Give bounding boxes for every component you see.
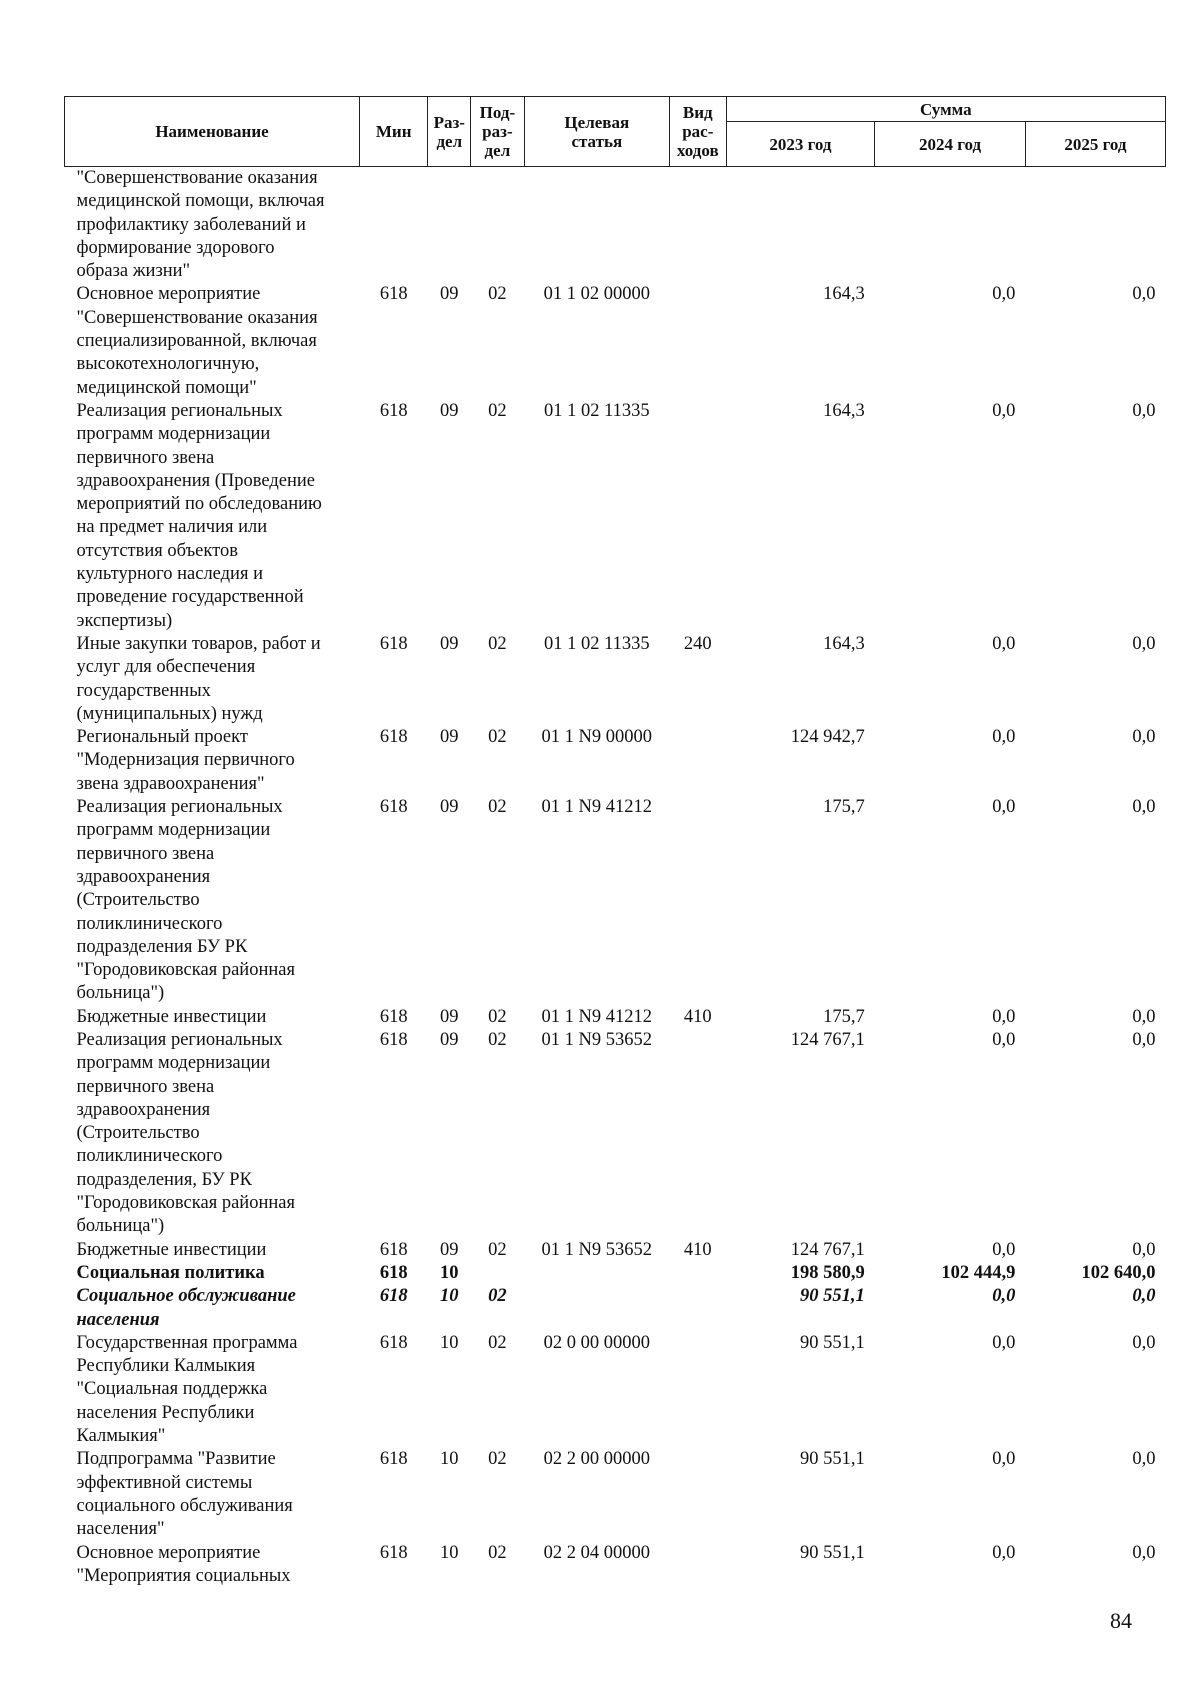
row-sum-2024: 0,0 — [992, 1449, 1016, 1470]
row-podrazdel — [471, 1262, 524, 1285]
row-target — [524, 1285, 669, 1332]
row-sum-2025: 0,0 — [1132, 1006, 1156, 1027]
row-name: Реализация региональных программ модернизации первичного звена здравоохранения (Проведение мероприятий по обследованию на предмет наличия или отсутствия объектов культурного наследия и проведение государственной экспертизы) — [76, 400, 322, 631]
row-name: Реализация региональных программ модернизации первичного звена здравоохранения (Строительство поликлинического подразделения, БУ РК "Городовиковская районная больница") — [76, 1029, 295, 1237]
row-vid — [669, 1542, 726, 1589]
row-sum-2024: 0,0 — [992, 633, 1016, 654]
header-2025: 2025 год — [1025, 122, 1165, 167]
row-sum-2023: 90 551,1 — [799, 1542, 865, 1563]
row-min: 618 — [379, 1542, 408, 1563]
header-name: Наименование — [65, 97, 360, 167]
row-name: Бюджетные инвестиции — [76, 1006, 267, 1027]
table-row — [65, 1448, 1166, 1541]
row-target: 01 1 02 11335 — [543, 400, 650, 421]
row-target: 01 1 N9 53652 — [541, 1029, 653, 1050]
header-target: Целевая статья — [524, 97, 669, 167]
row-razdel: 10 — [440, 1262, 459, 1283]
table-row — [65, 1542, 1166, 1589]
table-row — [65, 400, 1166, 633]
row-sum-2025 — [1025, 167, 1165, 284]
row-sum-2024: 0,0 — [992, 1542, 1016, 1563]
row-min: 618 — [379, 633, 408, 654]
row-vid — [669, 400, 726, 633]
row-podrazdel: 02 — [488, 1449, 507, 1470]
header-summa: Сумма — [726, 97, 1165, 122]
row-razdel: 09 — [440, 1029, 459, 1050]
row-target: 01 1 N9 41212 — [541, 797, 653, 818]
row-sum-2023: 90 551,1 — [799, 1332, 865, 1353]
row-sum-2024: 0,0 — [992, 1239, 1016, 1260]
header-vid: Вид рас- ходов — [669, 97, 726, 167]
table-body — [65, 167, 1166, 1589]
row-razdel: 10 — [440, 1286, 459, 1307]
row-sum-2023: 90 551,1 — [799, 1286, 865, 1307]
row-vid — [669, 1332, 726, 1448]
row-podrazdel: 02 — [488, 1332, 507, 1353]
row-sum-2023: 198 580,9 — [790, 1262, 865, 1283]
row-target: 01 1 N9 00000 — [541, 727, 653, 748]
row-sum-2024: 102 444,9 — [941, 1262, 1016, 1283]
row-podrazdel: 02 — [488, 1542, 507, 1563]
table-row — [65, 1029, 1166, 1239]
row-sum-2023: 124 767,1 — [790, 1239, 865, 1260]
row-sum-2024: 0,0 — [992, 284, 1016, 305]
table-header — [65, 97, 1166, 167]
row-vid — [669, 1262, 726, 1285]
row-vid — [669, 1285, 726, 1332]
row-name: Социальная политика — [76, 1262, 265, 1283]
row-target: 01 1 N9 53652 — [541, 1239, 653, 1260]
budget-table — [64, 96, 1166, 1588]
row-min: 618 — [379, 1029, 408, 1050]
row-name: Государственная программа Республики Калмыкия "Социальная поддержка населения Республики Калмыкия" — [76, 1332, 298, 1447]
row-sum-2024: 0,0 — [992, 1332, 1016, 1353]
row-sum-2025: 0,0 — [1132, 1449, 1156, 1470]
row-razdel: 09 — [440, 284, 459, 305]
row-podrazdel: 02 — [488, 727, 507, 748]
row-min: 618 — [379, 400, 408, 421]
row-sum-2025: 0,0 — [1132, 1286, 1156, 1307]
row-min: 618 — [379, 284, 408, 305]
row-target: 01 1 02 00000 — [543, 284, 650, 305]
row-sum-2025: 0,0 — [1132, 633, 1156, 654]
row-sum-2025: 0,0 — [1132, 284, 1156, 305]
row-name: Бюджетные инвестиции — [76, 1239, 267, 1260]
row-podrazdel: 02 — [488, 400, 507, 421]
row-sum-2024: 0,0 — [992, 1286, 1016, 1307]
row-target: 02 0 00 00000 — [543, 1332, 650, 1353]
row-sum-2025: 0,0 — [1132, 400, 1156, 421]
row-sum-2025: 0,0 — [1132, 1332, 1156, 1353]
row-min: 618 — [379, 1262, 408, 1283]
row-sum-2024: 0,0 — [992, 797, 1016, 818]
table-row — [65, 1006, 1166, 1029]
row-min: 618 — [379, 797, 408, 818]
row-razdel: 10 — [440, 1332, 459, 1353]
row-target — [524, 1262, 669, 1285]
row-name: Региональный проект "Модернизация первичного звена здравоохранения" — [76, 727, 295, 794]
table-row — [65, 1262, 1166, 1285]
row-name: Иные закупки товаров, работ и услуг для обеспечения государственных (муниципальных) нужд — [76, 633, 321, 724]
row-sum-2025: 0,0 — [1132, 1239, 1156, 1260]
row-min: 618 — [379, 1239, 408, 1260]
budget-table-page — [64, 96, 1166, 1588]
row-sum-2025: 0,0 — [1132, 1029, 1156, 1050]
header-min: Мин — [360, 97, 428, 167]
row-vid: 410 — [683, 1006, 712, 1027]
row-sum-2023 — [726, 167, 875, 284]
header-2024: 2024 год — [875, 122, 1026, 167]
row-name: Основное мероприятие "Совершенствование оказания специализированной, включая высокотехнологичную, медицинской помощи" — [76, 284, 318, 398]
row-name: Социальное обслуживание населения — [76, 1286, 296, 1330]
row-sum-2023: 175,7 — [823, 797, 865, 818]
row-razdel: 09 — [440, 1006, 459, 1027]
row-razdel: 09 — [440, 633, 459, 654]
row-min: 618 — [379, 1449, 408, 1470]
row-name: "Совершенствование оказания медицинской помощи, включая профилактику заболеваний и формирование здорового образа жизни" — [76, 168, 325, 282]
row-target: 02 2 00 00000 — [543, 1449, 650, 1470]
row-podrazdel — [471, 167, 524, 284]
table-row — [65, 1332, 1166, 1448]
row-podrazdel: 02 — [488, 797, 507, 818]
row-vid — [669, 167, 726, 284]
row-sum-2023: 124 767,1 — [790, 1029, 865, 1050]
row-sum-2024: 0,0 — [992, 727, 1016, 748]
row-sum-2025: 0,0 — [1132, 727, 1156, 748]
row-sum-2023: 164,3 — [823, 400, 865, 421]
row-vid — [669, 1029, 726, 1239]
row-min — [360, 167, 428, 284]
row-razdel: 09 — [440, 727, 459, 748]
row-razdel: 09 — [440, 797, 459, 818]
row-razdel: 09 — [440, 400, 459, 421]
row-target: 01 1 02 11335 — [543, 633, 650, 654]
header-2023: 2023 год — [726, 122, 875, 167]
row-sum-2024: 0,0 — [992, 1006, 1016, 1027]
row-sum-2025: 0,0 — [1132, 797, 1156, 818]
row-name: Основное мероприятие "Мероприятия социальных — [76, 1542, 291, 1586]
table-row — [65, 1239, 1166, 1262]
header-razdel: Раз- дел — [428, 97, 471, 167]
row-sum-2025: 0,0 — [1132, 1542, 1156, 1563]
table-row — [65, 726, 1166, 796]
row-razdel: 10 — [440, 1542, 459, 1563]
row-sum-2024 — [875, 167, 1026, 284]
row-podrazdel: 02 — [488, 1006, 507, 1027]
row-podrazdel: 02 — [488, 633, 507, 654]
page-number: 84 — [1110, 1608, 1132, 1633]
row-sum-2024: 0,0 — [992, 400, 1016, 421]
row-min: 618 — [379, 1286, 408, 1307]
row-podrazdel: 02 — [488, 1029, 507, 1050]
row-vid: 410 — [683, 1239, 712, 1260]
row-target: 02 2 04 00000 — [543, 1542, 650, 1563]
row-vid — [669, 726, 726, 796]
row-target: 01 1 N9 41212 — [541, 1006, 653, 1027]
row-podrazdel: 02 — [488, 1286, 507, 1307]
row-razdel: 09 — [440, 1239, 459, 1260]
row-vid — [669, 796, 726, 1006]
row-sum-2025: 102 640,0 — [1081, 1262, 1156, 1283]
row-sum-2024: 0,0 — [992, 1029, 1016, 1050]
row-podrazdel: 02 — [488, 1239, 507, 1260]
table-row — [65, 633, 1166, 726]
row-razdel: 10 — [440, 1449, 459, 1470]
row-vid: 240 — [683, 633, 712, 654]
table-row — [65, 167, 1166, 284]
table-row — [65, 1285, 1166, 1332]
row-name: Реализация региональных программ модернизации первичного звена здравоохранения (Строительство поликлинического подразделения БУ РК "Городовиковская районная больница") — [76, 797, 295, 1004]
row-sum-2023: 175,7 — [823, 1006, 865, 1027]
row-target — [524, 167, 669, 284]
header-podrazdel: Под- раз- дел — [471, 97, 524, 167]
row-min: 618 — [379, 727, 408, 748]
row-sum-2023: 164,3 — [823, 284, 865, 305]
table-row — [65, 283, 1166, 399]
row-min: 618 — [379, 1006, 408, 1027]
row-sum-2023: 124 942,7 — [790, 727, 865, 748]
row-vid — [669, 283, 726, 399]
row-razdel — [428, 167, 471, 284]
row-sum-2023: 90 551,1 — [799, 1449, 865, 1470]
row-podrazdel: 02 — [488, 284, 507, 305]
row-min: 618 — [379, 1332, 408, 1353]
table-row — [65, 796, 1166, 1006]
row-name: Подпрограмма "Развитие эффективной системы социального обслуживания населения" — [76, 1449, 293, 1540]
row-sum-2023: 164,3 — [823, 633, 865, 654]
row-vid — [669, 1448, 726, 1541]
